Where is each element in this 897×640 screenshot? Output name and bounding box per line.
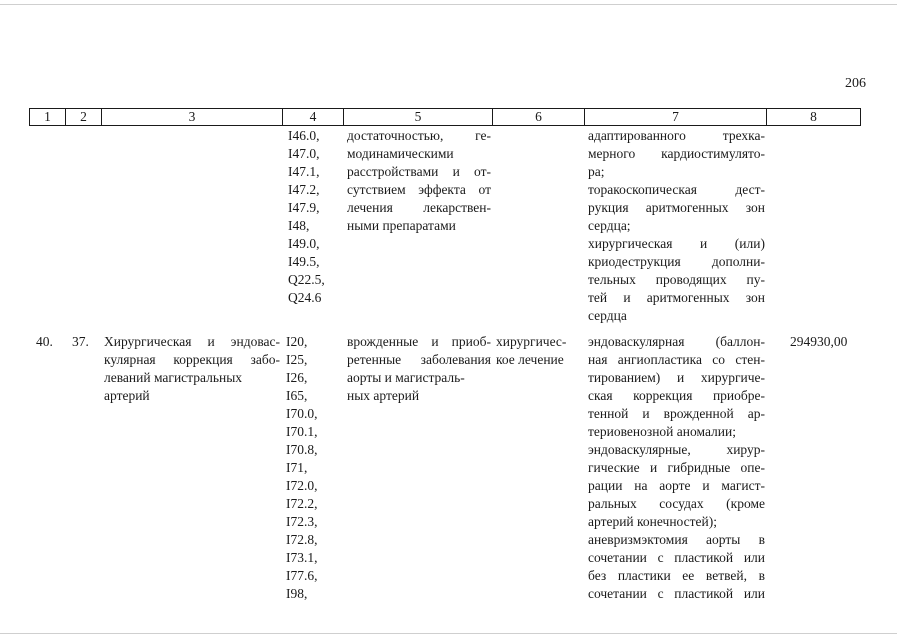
code-item: I77.6, <box>286 568 318 583</box>
text-line: тированием) и хирургиче- <box>588 370 765 385</box>
text-line: врожденные и приоб- <box>347 334 491 349</box>
header-col-3: 3 <box>101 108 283 126</box>
header-col-2: 2 <box>65 108 102 126</box>
code-item: I70.8, <box>286 442 318 457</box>
text-line: достаточностью, ге- <box>347 128 491 143</box>
code-item: Q22.5, <box>288 272 325 287</box>
text-line: териовенозной аномалии; <box>588 424 736 439</box>
method-text <box>588 333 765 603</box>
scan-edge-bottom <box>0 633 897 634</box>
code-item: I73.1, <box>286 550 318 565</box>
code-item: I71, <box>286 460 308 475</box>
text-line: адаптированного трехка- <box>588 128 765 143</box>
code-item: I47.2, <box>288 182 320 197</box>
text-line: сердца; <box>588 218 631 233</box>
text-line: тенной и врожденной ар- <box>588 406 765 421</box>
text-line: гические и гибридные опе- <box>588 460 765 475</box>
header-col-8: 8 <box>766 108 861 126</box>
text-line: лечения лекарствен- <box>347 200 491 215</box>
text-line: аневризмэктомия аорты в <box>588 532 765 547</box>
text-line: сердца <box>588 308 627 323</box>
code-item: I49.5, <box>288 254 320 269</box>
text-line: мерного кардиостимулято- <box>588 146 765 161</box>
row-number: 40. <box>36 334 53 349</box>
code-item: I47.1, <box>288 164 320 179</box>
text-line: торакоскопическая дест- <box>588 182 765 197</box>
text-line: хирургичес- <box>496 334 567 349</box>
text-line: эндоваскулярные, хирур- <box>588 442 765 457</box>
procedure-name <box>104 333 280 405</box>
text-line: модинамическими <box>347 146 454 161</box>
code-item: I26, <box>286 370 308 385</box>
codes-list <box>288 127 325 307</box>
code-item: I25, <box>286 352 308 367</box>
code-item: I20, <box>286 334 308 349</box>
text-line: ная ангиопластика со стен- <box>588 352 765 367</box>
text-line: эндоваскулярная (баллон- <box>588 334 765 349</box>
code-item: Q24.6 <box>288 290 322 305</box>
text-line: артерий конечностей); <box>588 514 717 529</box>
text-line: сочетании с пластикой или <box>588 586 765 601</box>
header-col-4: 4 <box>282 108 344 126</box>
condition-text <box>347 127 491 235</box>
code-item: I98, <box>286 586 308 601</box>
text-line: Хирургическая и эндовас- <box>104 334 280 349</box>
text-line: ральных сосудах (кроме <box>588 496 765 511</box>
text-line: ретенные заболевания <box>347 352 491 367</box>
text-line: тей и аритмогенных зон <box>588 290 765 305</box>
scan-edge-top <box>0 4 897 5</box>
text-line: ных артерий <box>347 388 420 403</box>
text-line: тельных проводящих пу- <box>588 272 765 287</box>
text-line: кулярная коррекция забо- <box>104 352 280 367</box>
codes-list <box>286 333 318 603</box>
text-line: без пластики ее ветвей, в <box>588 568 765 583</box>
text-line: рукция аритмогенных зон <box>588 200 765 215</box>
group-number: 37. <box>72 334 89 349</box>
text-line: криодеструкция дополни- <box>588 254 765 269</box>
header-col-6: 6 <box>492 108 585 126</box>
code-item: I72.8, <box>286 532 318 547</box>
text-line: сочетании с пластикой или <box>588 550 765 565</box>
text-line: кое лечение <box>496 352 564 367</box>
code-item: I47.0, <box>288 146 320 161</box>
header-col-5: 5 <box>343 108 493 126</box>
cost-value: 294930,00 <box>790 334 848 349</box>
treatment-type <box>496 333 566 369</box>
text-line: ра; <box>588 164 605 179</box>
code-item: I70.0, <box>286 406 318 421</box>
code-item: I49.0, <box>288 236 320 251</box>
code-item: I48, <box>288 218 310 233</box>
text-line: расстройствами и от- <box>347 164 491 179</box>
header-col-1: 1 <box>29 108 66 126</box>
text-line: рации на аорте и магист- <box>588 478 765 493</box>
code-item: I46.0, <box>288 128 320 143</box>
text-line: ская коррекция приобре- <box>588 388 765 403</box>
page-number: 206 <box>845 76 866 91</box>
code-item: I72.3, <box>286 514 318 529</box>
text-line: артерий <box>104 388 150 403</box>
method-text <box>588 127 765 325</box>
text-line: леваний магистральных <box>104 370 243 385</box>
code-item: I47.9, <box>288 200 320 215</box>
condition-text <box>347 333 491 405</box>
text-line: аорты и магистраль- <box>347 370 465 385</box>
code-item: I72.2, <box>286 496 318 511</box>
text-line: хирургическая и (или) <box>588 236 765 251</box>
text-line: ными препаратами <box>347 218 456 233</box>
code-item: I72.0, <box>286 478 318 493</box>
code-item: I70.1, <box>286 424 318 439</box>
text-line: сутствием эффекта от <box>347 182 491 197</box>
code-item: I65, <box>286 388 308 403</box>
header-col-7: 7 <box>584 108 767 126</box>
